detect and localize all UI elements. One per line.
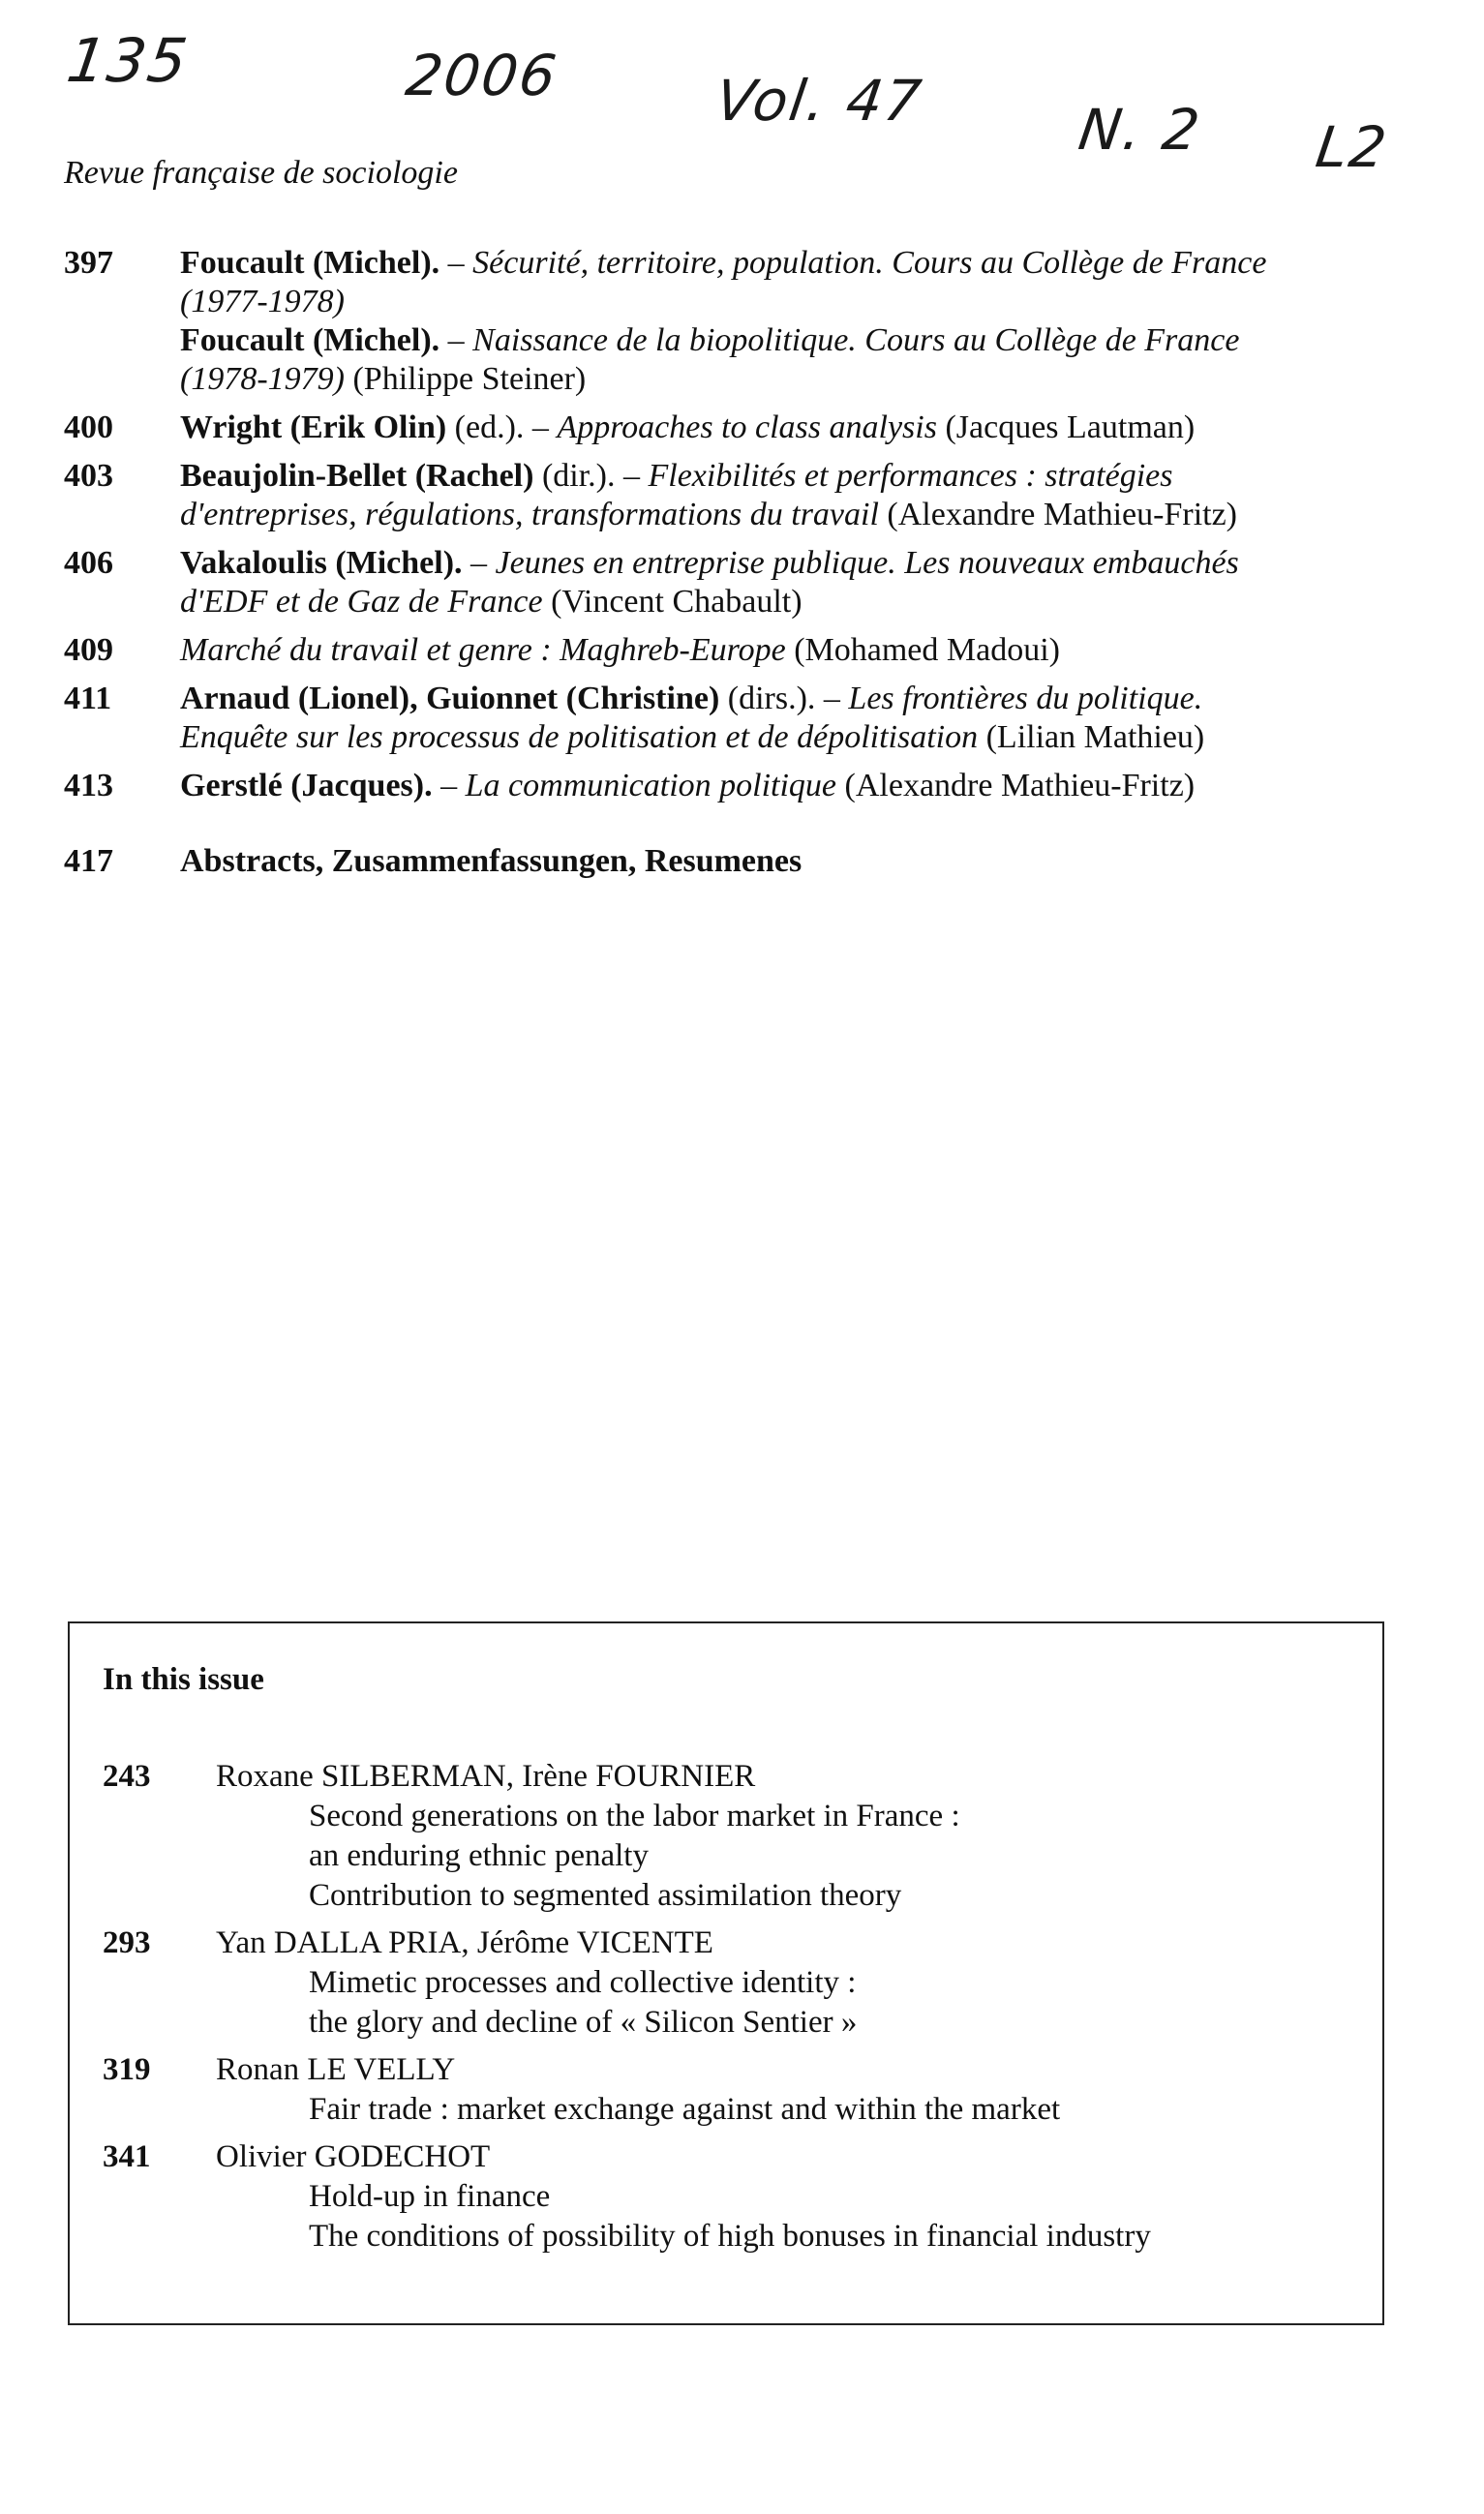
toc-book-title: Jeunes en entreprise publique. Les nouveaux embauchés	[495, 545, 1239, 581]
issue-entry-text	[216, 2050, 1351, 2130]
toc-page-number: 397	[64, 245, 113, 281]
toc-book-title: (1977-1978)	[180, 284, 345, 319]
toc-reviewer: (Alexandre Mathieu-Fritz)	[836, 768, 1196, 803]
toc-author: Beaujolin-Bellet (Rachel)	[180, 458, 534, 494]
toc-reviewer: (Jacques Lautman)	[936, 409, 1196, 445]
issue-entry	[103, 2050, 1351, 2130]
toc-entry-text	[180, 544, 1380, 621]
toc-page-number: 413	[64, 768, 113, 803]
issue-authors: Olivier GODECHOT	[216, 2139, 491, 2174]
toc-reviewer: (Mohamed Madoui)	[785, 632, 1060, 668]
issue-page-number: 243	[103, 1759, 151, 1794]
toc-line	[180, 496, 1380, 534]
toc-entry-text	[180, 767, 1380, 805]
toc-author: Foucault (Michel).	[180, 245, 440, 281]
toc-page-number: 403	[64, 458, 113, 494]
toc-reviewer: (ed.). –	[446, 409, 558, 445]
toc-book-title: d'entreprises, régulations, transformations du travail	[180, 497, 879, 532]
table-of-contents	[64, 244, 1380, 891]
issue-heading: In this issue	[103, 1662, 264, 1697]
toc-book-title: Enquête sur les processus de politisation et de dépolitisation	[180, 719, 979, 755]
handwritten-note-issue: N. 2	[1075, 97, 1205, 163]
toc-reviewer: –	[439, 322, 473, 358]
toc-line	[180, 360, 1380, 399]
toc-line	[180, 680, 1380, 718]
toc-page-number: 409	[64, 632, 113, 668]
issue-entry	[103, 1923, 1351, 2043]
issue-article-title: Hold-up in finance	[309, 2179, 551, 2214]
toc-reviewer: (Lilian Mathieu)	[978, 719, 1205, 755]
handwritten-note-code: L2	[1312, 114, 1392, 180]
toc-entry-text	[180, 457, 1380, 534]
toc-page-number: 400	[64, 409, 113, 445]
toc-book-title: Marché du travail et genre : Maghreb-Europe	[180, 632, 786, 668]
handwritten-note-volume: Vol. 47	[712, 68, 927, 134]
toc-reviewer: (dir.). –	[533, 458, 649, 494]
handwritten-note-number: 135	[62, 25, 194, 96]
toc-author: Wright (Erik Olin)	[180, 409, 447, 445]
toc-line	[180, 244, 1380, 283]
toc-reviewer: (Philippe Steiner)	[344, 361, 587, 397]
toc-reviewer: (dirs.). –	[719, 681, 849, 716]
toc-entry	[64, 680, 1380, 757]
toc-line	[180, 544, 1380, 583]
in-this-issue-box	[68, 1621, 1384, 2325]
toc-book-title: Les frontières du politique.	[848, 681, 1203, 716]
toc-entry-text	[180, 244, 1380, 399]
toc-reviewer: –	[439, 245, 473, 281]
issue-article-title: Contribution to segmented assimilation theory	[309, 1878, 902, 1913]
toc-reviewer: –	[432, 768, 466, 803]
toc-line	[180, 631, 1380, 670]
issue-article-title: The conditions of possibility of high bonuses in financial industry	[309, 2219, 1151, 2254]
issue-entry	[103, 2137, 1351, 2257]
issue-article-title: the glory and decline of « Silicon Sentier »	[309, 2005, 858, 2040]
toc-author: Gerstlé (Jacques).	[180, 768, 433, 803]
toc-entry	[64, 767, 1380, 805]
issue-page-number: 341	[103, 2139, 151, 2174]
toc-reviewer: (Alexandre Mathieu-Fritz)	[878, 497, 1238, 532]
issue-entry-text	[216, 1757, 1351, 1916]
toc-entry	[64, 244, 1380, 399]
toc-entry	[64, 457, 1380, 534]
toc-book-title: (1978-1979)	[180, 361, 345, 397]
issue-authors: Yan DALLA PRIA, Jérôme VICENTE	[216, 1925, 713, 1960]
toc-line	[180, 283, 1380, 321]
toc-line	[180, 409, 1380, 447]
issue-article-title: Second generations on the labor market in France :	[309, 1799, 960, 1833]
toc-book-title: Naissance de la biopolitique. Cours au Collège de France	[472, 322, 1240, 358]
issue-list	[103, 1757, 1351, 2264]
toc-page-number: 417	[64, 843, 113, 879]
toc-line	[180, 321, 1380, 360]
toc-line	[180, 767, 1380, 805]
toc-book-title: La communication politique	[465, 768, 837, 803]
toc-page-number: 406	[64, 545, 113, 581]
issue-authors: Roxane SILBERMAN, Irène FOURNIER	[216, 1759, 756, 1794]
toc-book-title: Sécurité, territoire, population. Cours au Collège de France	[472, 245, 1267, 281]
issue-entry	[103, 1757, 1351, 1916]
toc-abstracts-label: Abstracts, Zusammenfassungen, Resumenes	[180, 843, 803, 879]
toc-entry	[64, 631, 1380, 670]
toc-author: Arnaud (Lionel), Guionnet (Christine)	[180, 681, 720, 716]
issue-page-number: 319	[103, 2052, 151, 2087]
toc-line	[180, 583, 1380, 621]
toc-entry-text	[180, 631, 1380, 670]
toc-author: Foucault (Michel).	[180, 322, 440, 358]
toc-entry-text	[180, 409, 1380, 447]
toc-entries	[64, 244, 1380, 805]
issue-article-title: an enduring ethnic penalty	[309, 1838, 649, 1873]
toc-book-title: d'EDF et de Gaz de France	[180, 584, 543, 620]
toc-entry	[64, 409, 1380, 447]
issue-article-title: Mimetic processes and collective identity :	[309, 1965, 857, 2000]
toc-reviewer: –	[462, 545, 496, 581]
toc-entry-abstracts	[64, 842, 1380, 881]
issue-entry-text	[216, 2137, 1351, 2257]
issue-entry-text	[216, 1923, 1351, 2043]
issue-authors: Ronan LE VELLY	[216, 2052, 456, 2087]
toc-entry-text	[180, 680, 1380, 757]
issue-page-number: 293	[103, 1925, 151, 1960]
issue-article-title: Fair trade : market exchange against and within the market	[309, 2092, 1061, 2127]
toc-line	[180, 457, 1380, 496]
toc-entry	[64, 544, 1380, 621]
toc-line	[180, 718, 1380, 757]
toc-author: Vakaloulis (Michel).	[180, 545, 463, 581]
toc-page-number: 411	[64, 681, 112, 716]
toc-reviewer: (Vincent Chabault)	[542, 584, 803, 620]
journal-title: Revue française de sociologie	[64, 155, 458, 191]
toc-book-title: Flexibilités et performances : stratégies	[648, 458, 1173, 494]
toc-book-title: Approaches to class analysis	[557, 409, 937, 445]
handwritten-note-year: 2006	[402, 43, 562, 108]
